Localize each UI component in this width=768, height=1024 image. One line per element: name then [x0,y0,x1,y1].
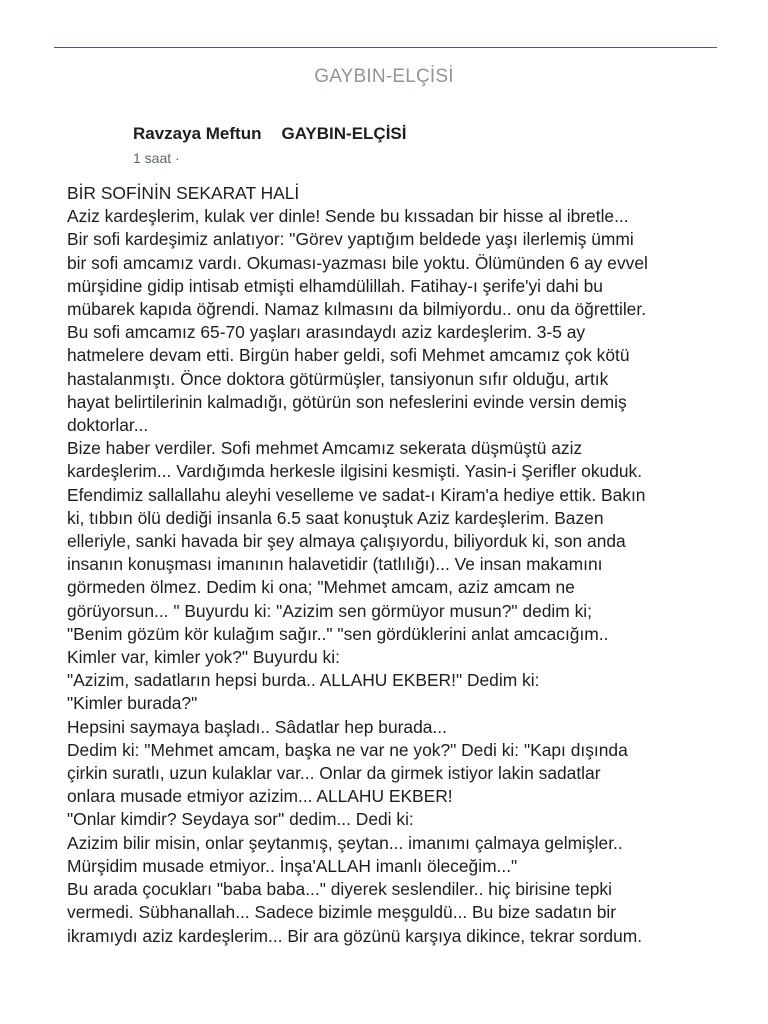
post-text-line: onlara musade etmiyor azizim... ALLAHU EKBER! [67,786,453,807]
post-text-line: "Benim gözüm kör kulağım sağır.." "sen gördüklerini anlat amcacığım.. [67,623,609,644]
post-text-line: Azizim bilir misin, onlar şeytanmış, şeytan... imanımı çalmaya gelmişler.. [67,832,623,853]
post-text-line: Dedim ki: "Mehmet amcam, başka ne var ne yok?" Dedi ki: "Kapı dışında [67,739,628,760]
post-text-line: BİR SOFİNİN SEKARAT HALİ [67,183,300,203]
post-text-line: Bir sofi kardeşimiz anlatıyor: "Görev yaptığım beldede yaşı ilerlemiş ümmi [67,229,634,250]
post-text-line: hastalanmıştı. Önce doktora götürmüşler, tansiyonun sıfır olduğu, artık [67,368,609,389]
post-text-line: ikramıydı aziz kardeşlerim... Bir ara gözünü karşıya dikince, tekrar sordum. [67,925,643,946]
post-text-line: hayat belirtilerinin kalmadığı, götürün son nefeslerini evinde versin demiş [67,391,627,412]
post-text-line: vermedi. Sübhanallah... Sadece bizimle meşguldü... Bu bize sadatın bir [67,902,617,923]
post-text-line: görmeden ölmez. Dedim ki ona; "Mehmet amcam, aziz amcam ne [67,577,575,598]
post-text-line: elleriyle, sanki havada bir şey almaya çalışıyordu, biliyorduk ki, son anda [67,531,626,552]
post-text-line: çirkin suratlı, uzun kulaklar var... Onlar da girmek istiyor lakin sadatlar [67,763,601,784]
post-text-line: kardeşlerim... Vardığımda herkesle ilgisini kesmişti. Yasin-i Şerifler okuduk. [67,461,643,482]
post-text-line: Hepsini saymaya başladı.. Sâdatlar hep burada... [67,716,447,737]
header-divider [54,47,717,48]
post-text-line: Efendimiz sallallahu aleyhi veselleme ve sadat-ı Kiram'a hediye ettik. Bakın [67,484,646,505]
post-text-line: mübarek kapıda öğrendi. Namaz kılmasını da bilmiyordu.. onu da öğrettiler. [67,299,647,320]
post-body [67,182,737,948]
post-text-line: bir sofi amcamız vardı. Okuması-yazması bile yoktu. Ölümünden 6 ay evvel [67,252,648,273]
post-text-line: Bize haber verdiler. Sofi mehmet Amcamız sekerata düşmüştü aziz [67,438,583,459]
post-text-line: hatmelere devam etti. Birgün haber geldi, sofi Mehmet amcamız çok kötü [67,345,630,366]
post-text-line: "Onlar kimdir? Seydaya sor" dedim... Dedi ki: [67,809,414,830]
author-name[interactable]: Ravzaya Meftun [133,124,262,143]
post-text-line: Bu arada çocukları "baba baba..." diyerek seslendiler.. hiç birisine tepki [67,879,612,900]
post-text-line: doktorlar... [67,415,149,436]
post-text-line: Mürşidim musade etmiyor.. İnşa'ALLAH imanlı öleceğim..." [67,855,518,876]
post-text-line: Aziz kardeşlerim, kulak ver dinle! Sende bu kıssadan bir hisse al ibretle... [67,206,629,227]
post-text-line: ki, tıbbın ölü dediği insanla 6.5 saat konuştuk Aziz kardeşlerim. Bazen [67,507,604,528]
group-title[interactable]: GAYBIN-ELÇİSİ [314,66,454,87]
post-text-line: "Kimler burada?" [67,693,198,714]
group-link[interactable]: GAYBIN-ELÇİSİ [281,124,407,143]
post-header [133,124,407,166]
post-text-line: insanın konuşması imanının halavetidir (tatlılığı)... Ve insan makamını [67,554,603,575]
post-text-line: "Azizim, sadatların hepsi burda.. ALLAHU EKBER!" Dedim ki: [67,670,540,691]
author-line [133,124,407,144]
post-timestamp[interactable]: 1 saat · [133,150,180,166]
post-text-line: mürşidine gidip intisab etmişti elhamdülillah. Fatihay-ı şerife'yi dahi bu [67,275,603,296]
post-text-line: Bu sofi amcamız 65-70 yaşları arasındaydı aziz kardeşlerim. 3-5 ay [67,322,586,343]
post-text-line: Kimler var, kimler yok?" Buyurdu ki: [67,647,340,668]
post-text-line: görüyorsun... " Buyurdu ki: "Azizim sen görmüyor musun?" dedim ki; [67,600,592,621]
